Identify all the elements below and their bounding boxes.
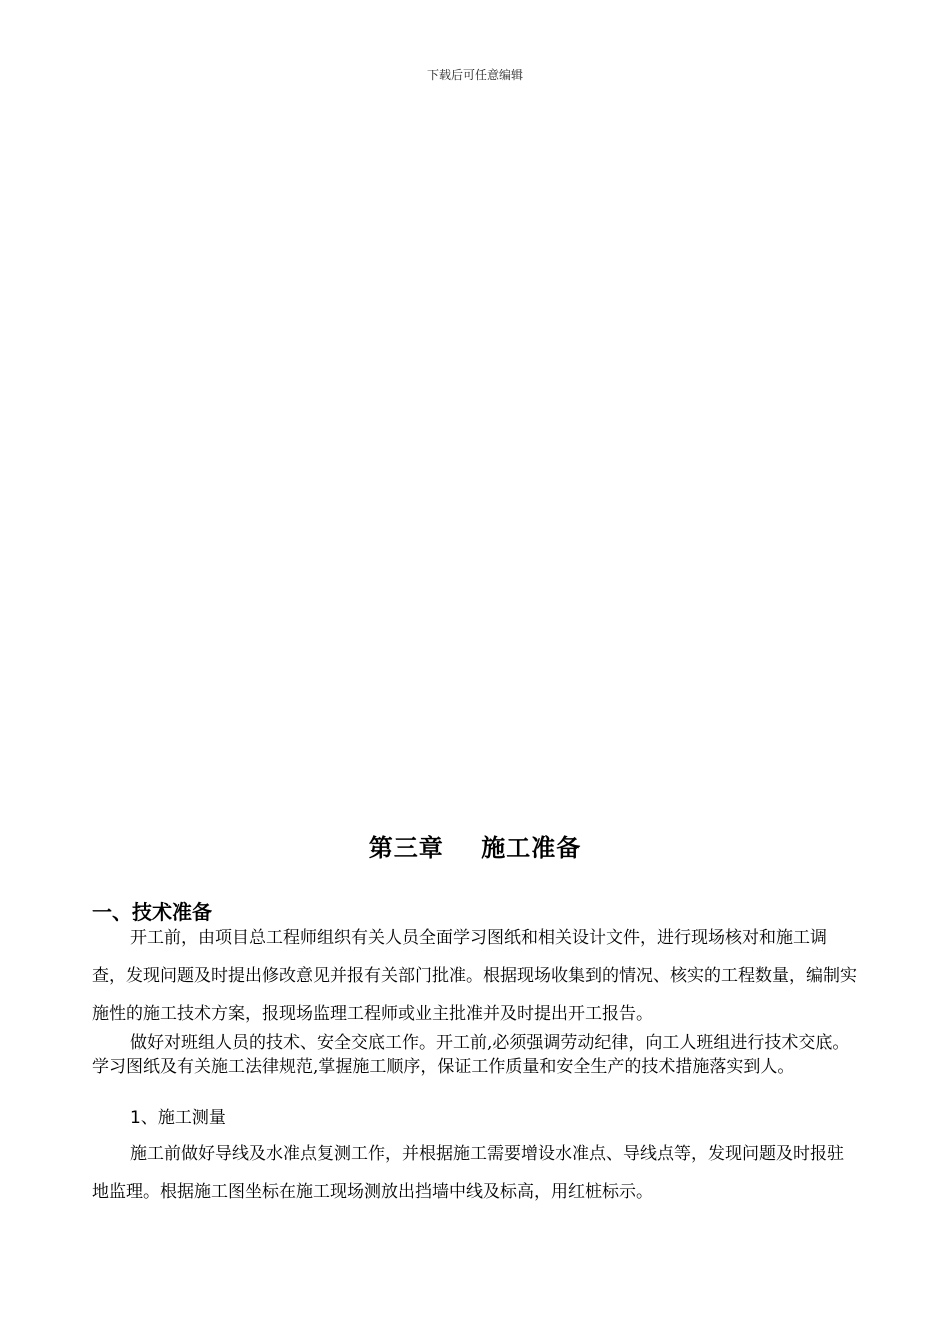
subsection-heading-survey: 1、施工测量 <box>130 1108 226 1128</box>
chapter-title: 第三章 施工准备 <box>368 834 582 862</box>
paragraph-before-construction <box>92 919 860 1033</box>
paragraph-text: 做好对班组人员的技术、安全交底工作。开工前,必须强调劳动纪律，向工人班组进行技术交底。学习图纸及有关施工法律规范,掌握施工顺序，保证工作质量和安全生产的技术措施落实到人。 <box>92 1033 850 1077</box>
section-heading-technical-preparation: 一、技术准备 <box>92 900 212 924</box>
paragraph-survey <box>92 1135 860 1211</box>
paragraph-text: 开工前，由项目总工程师组织有关人员全面学习图纸和相关设计文件，进行现场核对和施工调查，发现问题及时提出修改意见并报有关部门批准。根据现场收集到的情况、核实的工程数量，编制实施性的施工技术方案，报现场监理工程师或业主批准并及时提出开工报告。 <box>92 928 857 1024</box>
page-header: 下载后可任意编辑 <box>426 68 523 82</box>
paragraph-technical-briefing <box>92 1031 860 1079</box>
paragraph-text: 施工前做好导线及水准点复测工作，并根据施工需要增设水准点、导线点等，发现问题及时报驻地监理。根据施工图坐标在施工现场测放出挡墙中线及标高，用红桩标示。 <box>92 1144 844 1202</box>
